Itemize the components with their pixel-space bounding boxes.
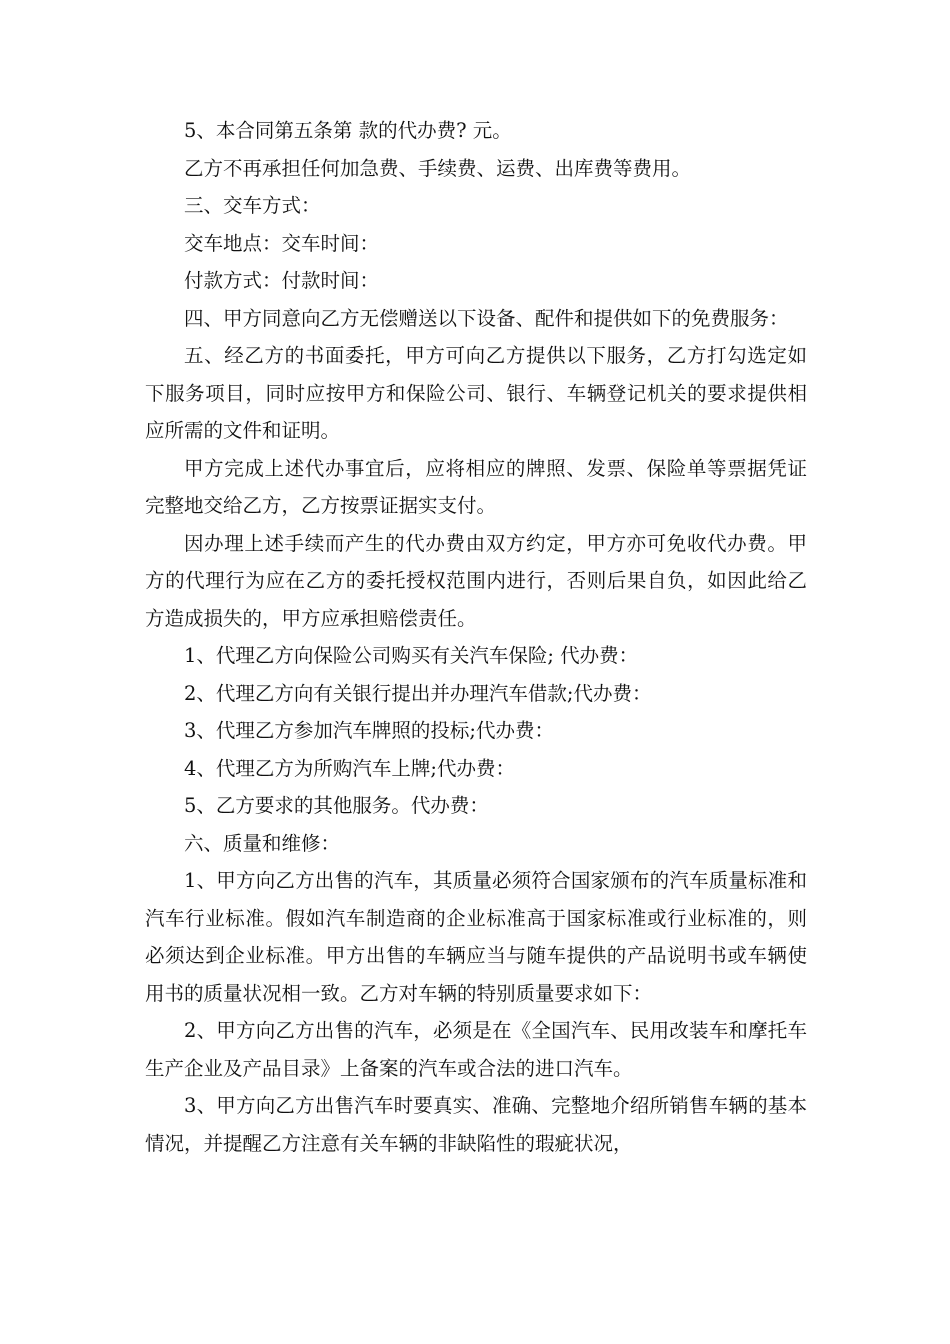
paragraph-5: 付款方式：付款时间： — [184, 269, 380, 292]
document-page — [145, 112, 807, 1162]
list-item-5: 5、乙方要求的其他服务。代办费： — [184, 794, 489, 817]
section-paragraph-5: 五、经乙方的书面委托，甲方可向乙方提供以下服务，乙方打勾选定如下服务项目，同时应按甲方和保险公司、银行、车辆登记机关的要求提供相应所需的文件和证明。 — [145, 344, 807, 442]
section-paragraph-4: 四、甲方同意向乙方无偿赠送以下设备、配件和提供如下的免费服务： — [184, 306, 789, 330]
paragraph-2: 乙方不再承担任何加急费、手续费、运费、出库费等费用。 — [184, 156, 692, 180]
paragraph-9: 因办理上述手续而产生的代办费由双方约定，甲方亦可免收代办费。甲方的代理行为应在乙方的委托授权范围内进行，否则后果自负，如因此给乙方造成损失的，甲方应承担赔偿责任。 — [145, 531, 807, 630]
paragraph-1: 5、本合同第五条第 款的代办费? 元。 — [184, 119, 512, 142]
list-item-1: 1、代理乙方向保险公司购买有关汽车保险; 代办费： — [184, 644, 639, 667]
list-item-2: 2、代理乙方向有关银行提出并办理汽车借款;代办费： — [184, 681, 652, 705]
section-heading-3: 三、交车方式： — [184, 194, 321, 217]
list-item-4: 4、代理乙方为所购汽车上牌;代办费： — [184, 756, 515, 780]
quality-paragraph-1: 1、甲方向乙方出售的汽车，其质量必须符合国家颁布的汽车质量标准和汽车行业标准。假如汽车制造商的企业标准高于国家标准或行业标准的，则必须达到企业标准。甲方出售的车辆应当与随车提供的产品说明书或车辆使用书的质量状况相一致。乙方对车辆的特别质量要求如下： — [145, 869, 807, 1005]
section-heading-6: 六、质量和维修： — [184, 831, 341, 855]
paragraph-8: 甲方完成上述代办事宜后，应将相应的牌照、发票、保险单等票据凭证完整地交给乙方，乙方按票证据实支付。 — [145, 456, 807, 517]
quality-paragraph-2: 2、甲方向乙方出售的汽车，必须是在《全国汽车、民用改装车和摩托车生产企业及产品目录》上备案的汽车或合法的进口汽车。 — [145, 1019, 807, 1080]
paragraph-4: 交车地点：交车时间： — [184, 231, 380, 255]
quality-paragraph-3: 3、甲方向乙方出售汽车时要真实、准确、完整地介绍所销售车辆的基本情况，并提醒乙方注意有关车辆的非缺陷性的瑕疵状况， — [145, 1094, 807, 1155]
list-item-3: 3、代理乙方参加汽车牌照的投标;代办费： — [184, 719, 554, 742]
